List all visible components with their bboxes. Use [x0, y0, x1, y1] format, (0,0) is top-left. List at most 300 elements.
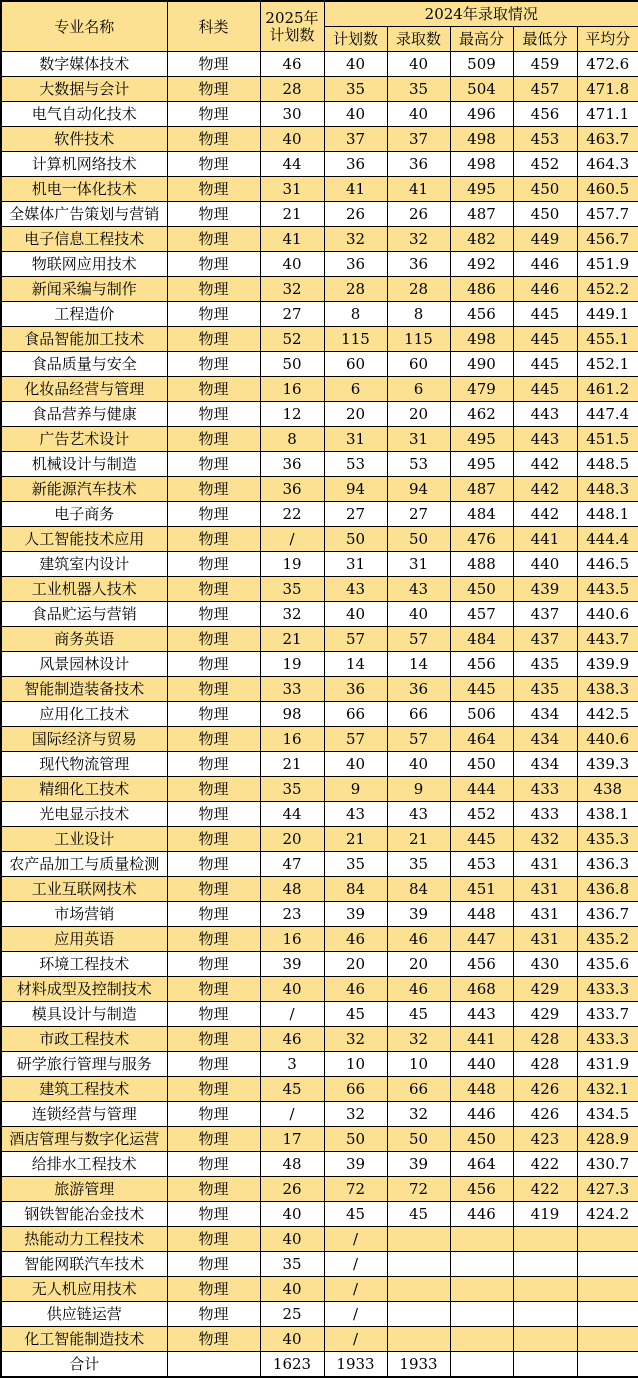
cell-plan-2025: 32	[260, 277, 324, 302]
cell-plan-2025: 21	[260, 202, 324, 227]
cell-admitted-2024: 66	[387, 1077, 450, 1102]
cell-min-score: 432	[513, 827, 577, 852]
cell-avg-score: 456.7	[577, 227, 638, 252]
cell-min-score: 439	[513, 577, 577, 602]
cell-major: 数字媒体技术	[1, 52, 167, 77]
cell-major: 食品智能加工技术	[1, 327, 167, 352]
cell-major: 风景园林设计	[1, 652, 167, 677]
cell-max-score: 484	[450, 502, 513, 527]
cell-major: 智能网联汽车技术	[1, 1252, 167, 1277]
cell-plan-2025: 8	[260, 427, 324, 452]
cell-category: 物理	[167, 177, 260, 202]
cell-min-score: 445	[513, 377, 577, 402]
cell-avg-score	[577, 1227, 638, 1252]
cell-max-score: 495	[450, 177, 513, 202]
cell-plan-2024: 40	[324, 102, 387, 127]
cell-min-score: 433	[513, 802, 577, 827]
cell-admitted-2024: 36	[387, 152, 450, 177]
table-row	[1, 527, 638, 552]
cell-major: 工程造价	[1, 302, 167, 327]
cell-max-score: 484	[450, 627, 513, 652]
cell-major: 模具设计与制造	[1, 1002, 167, 1027]
table-row	[1, 1227, 638, 1252]
table-row	[1, 727, 638, 752]
cell-plan-2025: 3	[260, 1052, 324, 1077]
cell-plan-2025: 1623	[260, 1352, 324, 1378]
cell-plan-2024: 20	[324, 952, 387, 977]
table-row	[1, 652, 638, 677]
cell-major: 光电显示技术	[1, 802, 167, 827]
cell-max-score: 495	[450, 427, 513, 452]
cell-avg-score: 435.2	[577, 927, 638, 952]
cell-plan-2024: 32	[324, 1027, 387, 1052]
cell-admitted-2024: 32	[387, 227, 450, 252]
cell-min-score: 426	[513, 1077, 577, 1102]
cell-major: 精细化工技术	[1, 777, 167, 802]
cell-category: 物理	[167, 302, 260, 327]
cell-category: 物理	[167, 802, 260, 827]
cell-category: 物理	[167, 502, 260, 527]
cell-max-score	[450, 1302, 513, 1327]
cell-plan-2025: 16	[260, 377, 324, 402]
table-body	[1, 52, 638, 1378]
cell-plan-2024: 45	[324, 1202, 387, 1227]
table-row	[1, 52, 638, 77]
header-plan-2025	[260, 1, 324, 52]
cell-category: 物理	[167, 102, 260, 127]
cell-category: 物理	[167, 252, 260, 277]
cell-avg-score: 448.1	[577, 502, 638, 527]
table-row	[1, 1177, 638, 1202]
cell-plan-2025: 36	[260, 477, 324, 502]
cell-plan-2024: 94	[324, 477, 387, 502]
cell-major: 工业设计	[1, 827, 167, 852]
cell-plan-2025: 47	[260, 852, 324, 877]
cell-admitted-2024: 40	[387, 102, 450, 127]
cell-avg-score: 433.7	[577, 1002, 638, 1027]
table-row	[1, 1327, 638, 1352]
table-row	[1, 477, 638, 502]
cell-min-score: 446	[513, 252, 577, 277]
cell-admitted-2024: 21	[387, 827, 450, 852]
cell-max-score: 446	[450, 1102, 513, 1127]
cell-max-score: 464	[450, 1152, 513, 1177]
cell-admitted-2024: 72	[387, 1177, 450, 1202]
cell-admitted-2024: 36	[387, 677, 450, 702]
cell-avg-score: 452.2	[577, 277, 638, 302]
cell-admitted-2024: 46	[387, 977, 450, 1002]
cell-plan-2024: 41	[324, 177, 387, 202]
cell-admitted-2024: 31	[387, 427, 450, 452]
table-row	[1, 627, 638, 652]
cell-plan-2025: 23	[260, 902, 324, 927]
cell-plan-2025: /	[260, 1002, 324, 1027]
cell-max-score	[450, 1277, 513, 1302]
cell-avg-score: 464.3	[577, 152, 638, 177]
cell-category: 物理	[167, 1127, 260, 1152]
cell-plan-2025: 40	[260, 252, 324, 277]
cell-category: 物理	[167, 152, 260, 177]
cell-major: 现代物流管理	[1, 752, 167, 777]
cell-min-score: 431	[513, 927, 577, 952]
cell-avg-score: 463.7	[577, 127, 638, 152]
cell-max-score: 451	[450, 877, 513, 902]
cell-plan-2025: 40	[260, 1227, 324, 1252]
header-max-score: 最高分	[450, 27, 513, 52]
cell-avg-score: 451.5	[577, 427, 638, 452]
table-row	[1, 352, 638, 377]
cell-min-score: 426	[513, 1102, 577, 1127]
cell-max-score: 504	[450, 77, 513, 102]
cell-plan-2025: 40	[260, 1277, 324, 1302]
cell-max-score	[450, 1352, 513, 1378]
cell-avg-score: 448.3	[577, 477, 638, 502]
cell-min-score: 428	[513, 1027, 577, 1052]
cell-plan-2024: 57	[324, 627, 387, 652]
cell-admitted-2024: 32	[387, 1027, 450, 1052]
cell-plan-2025: 46	[260, 52, 324, 77]
cell-plan-2024: 46	[324, 927, 387, 952]
table-row	[1, 1077, 638, 1102]
cell-major: 新闻采编与制作	[1, 277, 167, 302]
cell-plan-2025: 16	[260, 727, 324, 752]
cell-admitted-2024: 27	[387, 502, 450, 527]
cell-max-score	[450, 1252, 513, 1277]
table-row	[1, 102, 638, 127]
cell-max-score: 464	[450, 727, 513, 752]
cell-plan-2025: 30	[260, 102, 324, 127]
cell-admitted-2024: 20	[387, 952, 450, 977]
cell-max-score: 482	[450, 227, 513, 252]
cell-min-score: 445	[513, 327, 577, 352]
header-plan-2025-line2: 计划数	[269, 25, 315, 44]
table-row	[1, 177, 638, 202]
cell-major: 应用化工技术	[1, 702, 167, 727]
cell-min-score: 422	[513, 1152, 577, 1177]
table-row	[1, 1052, 638, 1077]
cell-plan-2024: 37	[324, 127, 387, 152]
cell-category: 物理	[167, 202, 260, 227]
cell-avg-score: 427.3	[577, 1177, 638, 1202]
table-row	[1, 327, 638, 352]
table-row	[1, 877, 638, 902]
cell-category: 物理	[167, 277, 260, 302]
cell-major: 热能动力工程技术	[1, 1227, 167, 1252]
cell-max-score: 443	[450, 1002, 513, 1027]
cell-avg-score: 471.8	[577, 77, 638, 102]
cell-max-score	[450, 1227, 513, 1252]
cell-max-score: 509	[450, 52, 513, 77]
cell-max-score: 498	[450, 127, 513, 152]
cell-admitted-2024: 9	[387, 777, 450, 802]
table-header	[1, 1, 638, 52]
cell-major: 建筑室内设计	[1, 552, 167, 577]
cell-max-score: 446	[450, 1202, 513, 1227]
cell-min-score	[513, 1327, 577, 1352]
cell-max-score: 488	[450, 552, 513, 577]
cell-plan-2025: 17	[260, 1127, 324, 1152]
header-avg-score: 平均分	[577, 27, 638, 52]
cell-admitted-2024: 43	[387, 802, 450, 827]
cell-avg-score: 440.6	[577, 727, 638, 752]
cell-plan-2024: 14	[324, 652, 387, 677]
cell-plan-2024: /	[324, 1302, 387, 1327]
cell-min-score: 443	[513, 402, 577, 427]
cell-max-score: 476	[450, 527, 513, 552]
cell-avg-score: 436.8	[577, 877, 638, 902]
cell-admitted-2024: 36	[387, 252, 450, 277]
cell-plan-2024: 9	[324, 777, 387, 802]
cell-category: 物理	[167, 1152, 260, 1177]
cell-min-score: 445	[513, 302, 577, 327]
cell-category: 物理	[167, 852, 260, 877]
table-row	[1, 577, 638, 602]
cell-category: 物理	[167, 1327, 260, 1352]
cell-avg-score: 433.3	[577, 977, 638, 1002]
table-row	[1, 677, 638, 702]
cell-avg-score: 438.1	[577, 802, 638, 827]
cell-admitted-2024: 84	[387, 877, 450, 902]
cell-admitted-2024: 46	[387, 927, 450, 952]
cell-major: 给排水工程技术	[1, 1152, 167, 1177]
cell-avg-score: 443.7	[577, 627, 638, 652]
header-min-score: 最低分	[513, 27, 577, 52]
cell-major: 电气自动化技术	[1, 102, 167, 127]
cell-plan-2025: 22	[260, 502, 324, 527]
cell-category: 物理	[167, 1202, 260, 1227]
cell-avg-score: 442.5	[577, 702, 638, 727]
cell-max-score: 487	[450, 202, 513, 227]
cell-min-score: 457	[513, 77, 577, 102]
cell-admitted-2024: 41	[387, 177, 450, 202]
cell-admitted-2024: 39	[387, 902, 450, 927]
cell-category: 物理	[167, 352, 260, 377]
cell-max-score: 453	[450, 852, 513, 877]
cell-admitted-2024: 35	[387, 852, 450, 877]
cell-major: 酒店管理与数字化运营	[1, 1127, 167, 1152]
table-row	[1, 852, 638, 877]
cell-max-score: 448	[450, 902, 513, 927]
cell-min-score: 437	[513, 627, 577, 652]
header-category: 科类	[167, 1, 260, 52]
cell-avg-score: 435.6	[577, 952, 638, 977]
cell-plan-2024: 32	[324, 1102, 387, 1127]
table-row	[1, 152, 638, 177]
cell-min-score: 440	[513, 552, 577, 577]
cell-plan-2025: 27	[260, 302, 324, 327]
cell-plan-2025: 44	[260, 802, 324, 827]
table-row	[1, 802, 638, 827]
cell-plan-2024: 32	[324, 227, 387, 252]
cell-avg-score: 436.7	[577, 902, 638, 927]
cell-major: 旅游管理	[1, 1177, 167, 1202]
cell-max-score: 456	[450, 302, 513, 327]
cell-min-score: 450	[513, 202, 577, 227]
cell-avg-score: 444.4	[577, 527, 638, 552]
cell-max-score: 462	[450, 402, 513, 427]
cell-major: 广告艺术设计	[1, 427, 167, 452]
cell-min-score: 435	[513, 677, 577, 702]
cell-major: 物联网应用技术	[1, 252, 167, 277]
cell-min-score: 450	[513, 177, 577, 202]
cell-admitted-2024: 37	[387, 127, 450, 152]
cell-major: 农产品加工与质量检测	[1, 852, 167, 877]
table-row	[1, 202, 638, 227]
cell-min-score: 459	[513, 52, 577, 77]
cell-category: 物理	[167, 377, 260, 402]
cell-min-score: 429	[513, 1002, 577, 1027]
cell-avg-score: 434.5	[577, 1102, 638, 1127]
cell-avg-score: 461.2	[577, 377, 638, 402]
table-row	[1, 1002, 638, 1027]
cell-max-score: 457	[450, 602, 513, 627]
cell-plan-2024: 31	[324, 552, 387, 577]
cell-category: 物理	[167, 1252, 260, 1277]
table-row	[1, 452, 638, 477]
table-row	[1, 902, 638, 927]
cell-category: 物理	[167, 552, 260, 577]
cell-plan-2025: 40	[260, 1327, 324, 1352]
cell-major: 人工智能技术应用	[1, 527, 167, 552]
table-row	[1, 252, 638, 277]
cell-category: 物理	[167, 602, 260, 627]
cell-avg-score: 424.2	[577, 1202, 638, 1227]
cell-plan-2024: 21	[324, 827, 387, 852]
cell-avg-score: 439.9	[577, 652, 638, 677]
cell-admitted-2024: 8	[387, 302, 450, 327]
cell-category: 物理	[167, 627, 260, 652]
cell-plan-2024: 20	[324, 402, 387, 427]
table-row	[1, 1252, 638, 1277]
cell-admitted-2024: 66	[387, 702, 450, 727]
cell-major: 机电一体化技术	[1, 177, 167, 202]
cell-min-score	[513, 1227, 577, 1252]
table-row	[1, 1302, 638, 1327]
cell-plan-2025: 36	[260, 452, 324, 477]
cell-avg-score: 440.6	[577, 602, 638, 627]
cell-major: 工业互联网技术	[1, 877, 167, 902]
cell-plan-2024: 36	[324, 152, 387, 177]
cell-major: 材料成型及控制技术	[1, 977, 167, 1002]
cell-avg-score: 449.1	[577, 302, 638, 327]
cell-admitted-2024: 40	[387, 602, 450, 627]
cell-admitted-2024: 45	[387, 1202, 450, 1227]
cell-min-score: 452	[513, 152, 577, 177]
header-group-2024: 2024年录取情况	[324, 1, 638, 27]
cell-major: 合计	[1, 1352, 167, 1378]
cell-avg-score	[577, 1252, 638, 1277]
cell-plan-2024: 40	[324, 602, 387, 627]
cell-major: 化妆品经营与管理	[1, 377, 167, 402]
cell-category: 物理	[167, 452, 260, 477]
table-row	[1, 952, 638, 977]
cell-plan-2024: 31	[324, 427, 387, 452]
cell-major: 新能源汽车技术	[1, 477, 167, 502]
cell-plan-2025: 50	[260, 352, 324, 377]
cell-plan-2024: 45	[324, 1002, 387, 1027]
cell-plan-2024: 46	[324, 977, 387, 1002]
cell-plan-2025: /	[260, 1102, 324, 1127]
cell-admitted-2024: 60	[387, 352, 450, 377]
cell-plan-2024: 72	[324, 1177, 387, 1202]
cell-min-score: 453	[513, 127, 577, 152]
cell-category: 物理	[167, 752, 260, 777]
cell-min-score: 437	[513, 602, 577, 627]
cell-category: 物理	[167, 77, 260, 102]
cell-avg-score	[577, 1302, 638, 1327]
cell-max-score: 479	[450, 377, 513, 402]
cell-plan-2024: 27	[324, 502, 387, 527]
cell-category: 物理	[167, 1077, 260, 1102]
cell-avg-score: 457.7	[577, 202, 638, 227]
cell-plan-2025: 25	[260, 1302, 324, 1327]
cell-max-score: 506	[450, 702, 513, 727]
cell-plan-2024: 43	[324, 802, 387, 827]
cell-plan-2024: /	[324, 1252, 387, 1277]
cell-max-score: 456	[450, 1177, 513, 1202]
cell-admitted-2024: 31	[387, 552, 450, 577]
cell-min-score: 431	[513, 902, 577, 927]
cell-plan-2025: 41	[260, 227, 324, 252]
cell-plan-2025: 48	[260, 1152, 324, 1177]
cell-category: 物理	[167, 952, 260, 977]
table-row	[1, 702, 638, 727]
cell-plan-2025: 31	[260, 177, 324, 202]
cell-plan-2024: /	[324, 1277, 387, 1302]
cell-plan-2024: 60	[324, 352, 387, 377]
cell-plan-2024: /	[324, 1227, 387, 1252]
cell-min-score: 431	[513, 852, 577, 877]
cell-avg-score: 430.7	[577, 1152, 638, 1177]
cell-max-score: 486	[450, 277, 513, 302]
cell-plan-2025: 40	[260, 977, 324, 1002]
cell-min-score: 430	[513, 952, 577, 977]
cell-major: 食品质量与安全	[1, 352, 167, 377]
cell-min-score: 441	[513, 527, 577, 552]
cell-plan-2025: 40	[260, 1202, 324, 1227]
cell-max-score: 444	[450, 777, 513, 802]
cell-max-score: 468	[450, 977, 513, 1002]
cell-max-score: 492	[450, 252, 513, 277]
table-row	[1, 1277, 638, 1302]
cell-avg-score: 428.9	[577, 1127, 638, 1152]
cell-category: 物理	[167, 902, 260, 927]
cell-major: 电子信息工程技术	[1, 227, 167, 252]
cell-min-score: 429	[513, 977, 577, 1002]
table-row	[1, 977, 638, 1002]
cell-plan-2025: 44	[260, 152, 324, 177]
cell-admitted-2024: 28	[387, 277, 450, 302]
cell-min-score: 446	[513, 277, 577, 302]
cell-max-score: 445	[450, 827, 513, 852]
cell-category: 物理	[167, 52, 260, 77]
cell-max-score: 495	[450, 452, 513, 477]
cell-plan-2025: 26	[260, 1177, 324, 1202]
cell-avg-score	[577, 1327, 638, 1352]
cell-major: 软件技术	[1, 127, 167, 152]
cell-avg-score: 432.1	[577, 1077, 638, 1102]
cell-category: 物理	[167, 827, 260, 852]
cell-plan-2024: 36	[324, 677, 387, 702]
cell-max-score: 450	[450, 1127, 513, 1152]
table-row	[1, 777, 638, 802]
cell-plan-2024: 40	[324, 52, 387, 77]
cell-major: 研学旅行管理与服务	[1, 1052, 167, 1077]
cell-admitted-2024: 50	[387, 1127, 450, 1152]
cell-major: 连锁经营与管理	[1, 1102, 167, 1127]
cell-plan-2024: 35	[324, 852, 387, 877]
cell-admitted-2024: 1933	[387, 1352, 450, 1378]
